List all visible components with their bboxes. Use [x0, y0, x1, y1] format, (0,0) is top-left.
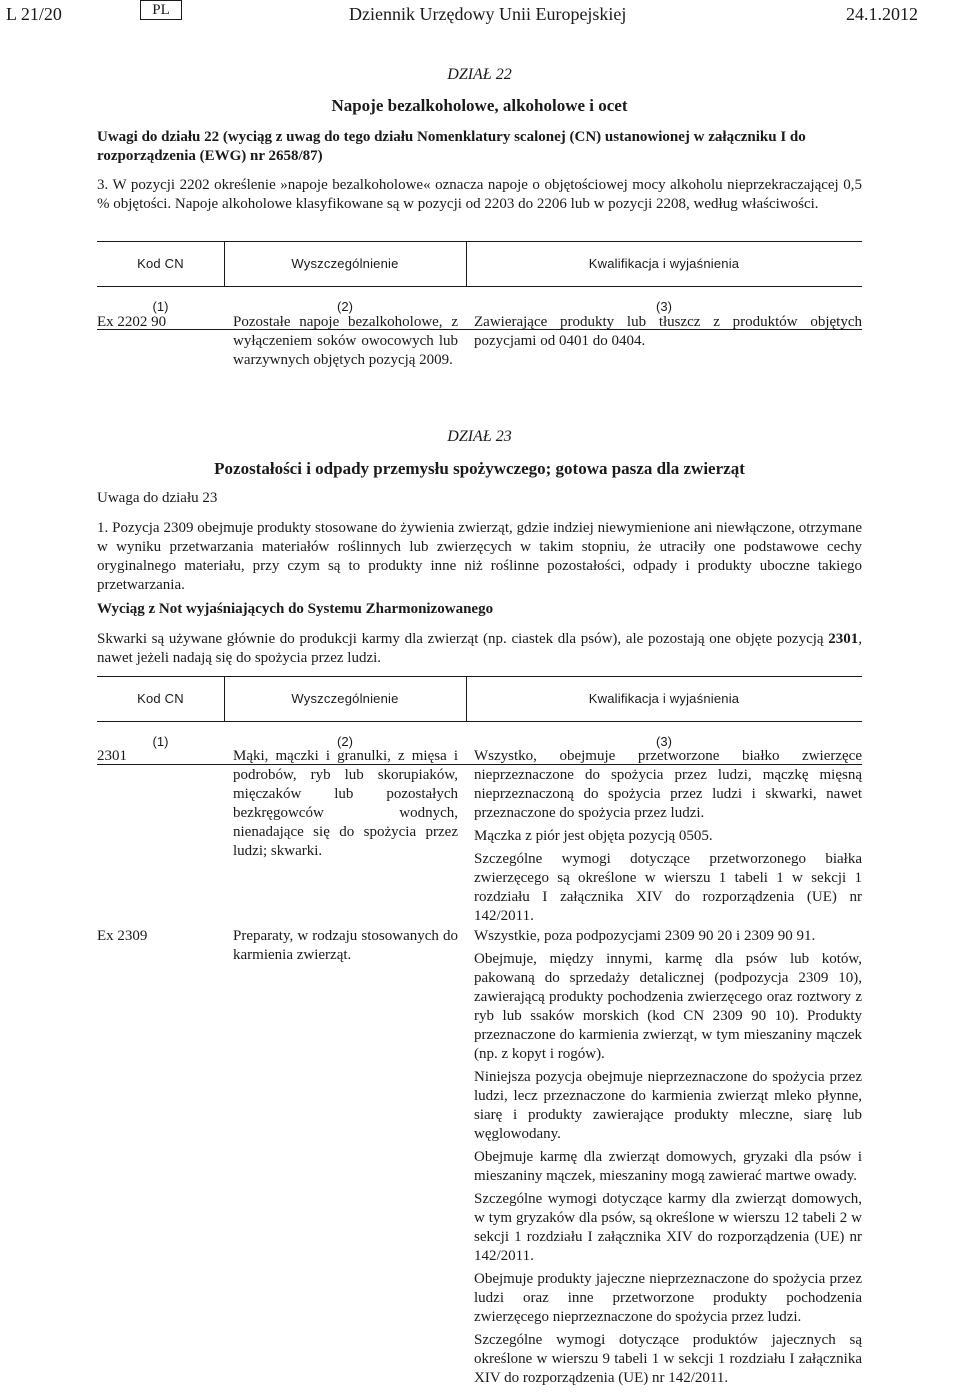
column-number: (3): [656, 299, 672, 314]
notes-intro: Uwagi do działu 22 (wyciąg z uwag do tego działu Nomenklatury scalonej (CN) ustanowionej w załączniku I do rozporządzenia (EWG) nr 2658/87): [97, 129, 806, 164]
column-header: Kod CN: [137, 256, 184, 271]
explanation-paragraph: Zawierające produkty lub tłuszcz z produktów objętych pozycjami od 0401 do 0404.: [474, 314, 862, 349]
column-header: Kod CN: [137, 691, 184, 706]
hs-text: [97, 630, 862, 668]
explanation: [474, 747, 862, 930]
note-1: 1. Pozycja 2309 obejmuje produkty stosowane do żywienia zwierząt, gdzie indziej niewymienione ani niewłączone, otrzymane w wyniku przetwarzania materiałów roślinnych lub zwierzęcych w takim stopniu, że utraciły one podstawowe cechy oryginalnego materiału, przy czym są to produkty inne niż roślinne pozostałości, odpady i produkty uboczne takiego przetwarzania.: [97, 520, 862, 593]
description: Preparaty, w rodzaju stosowanych do karmienia zwierząt.: [233, 928, 458, 963]
explanation-paragraph: Szczególne wymogi dotyczące produktów jajecznych są określone w wierszu 9 tabeli 1 w sekcji 1 rozdziału I załącznika XIV do rozporządzenia (UE) nr 142/2011.: [474, 1332, 862, 1386]
explanation: [474, 927, 862, 1392]
column-number: (2): [337, 299, 353, 314]
section-title: Napoje bezalkoholowe, alkoholowe i ocet: [331, 96, 628, 115]
column-number: (2): [337, 734, 353, 749]
publication-date: 24.1.2012: [846, 4, 918, 24]
note-3: 3. W pozycji 2202 określenie »napoje bezalkoholowe« oznacza napoje o objętościowej mocy alkoholu nieprzekraczającej 0,5 % objętości. Napoje alkoholowe klasyfikowane są w pozycji od 2203 do 2206 lub w pozycji 2208, według właściwości.: [97, 177, 862, 212]
language-badge: PL: [140, 0, 182, 20]
cn-code: 2301: [97, 748, 127, 764]
cn-code: Ex 2309: [97, 928, 148, 944]
column-header: Wyszczególnienie: [291, 256, 399, 271]
page-number: L 21/20: [6, 4, 62, 24]
hs-text-part: Skwarki są używane głównie do produkcji karmy dla zwierząt (np. ciastek dla psów), ale pozostają one objęte pozycją: [97, 631, 829, 647]
classification-table-23: [97, 676, 862, 1386]
classification-table-22: [97, 241, 862, 401]
column-number: (1): [152, 734, 169, 749]
hs-text-part: , nawet jeżeli nadają się do spożycia przez ludzi.: [97, 631, 862, 666]
table-header-row: [97, 676, 862, 722]
explanation-paragraph: Mączka z piór jest objęta pozycją 0505.: [474, 828, 713, 844]
explanation-paragraph: Szczególne wymogi dotyczące przetworzonego białka zwierzęcego są określone w wierszu 1 tabeli 1 w sekcji 1 rozdziału I załącznika XIV do rozporządzenia (UE) nr 142/2011.: [474, 851, 862, 924]
column-number: (3): [656, 734, 672, 749]
journal-title: Dziennik Urzędowy Unii Europejskiej: [349, 4, 627, 24]
section-title: Pozostałości i odpady przemysłu spożywczego; gotowa pasza dla zwierząt: [214, 459, 745, 478]
explanation-paragraph: Niniejsza pozycja obejmuje nieprzeznaczone do spożycia przez ludzi, lecz przeznaczone do karmienia zwierząt mleko płynne, siarę i produkty zawierające produkty mleczne, siarę lub węglowodany.: [474, 1069, 862, 1142]
column-header: Kwalifikacja i wyjaśnienia: [588, 691, 740, 706]
explanation-paragraph: Obejmuje produkty jajeczne nieprzeznaczone do spożycia przez ludzi oraz inne przetworzone produkty pochodzenia zwierzęcego nieprzeznaczone do spożycia przez ludzi.: [474, 1271, 862, 1325]
explanation-paragraph: Obejmuje, między innymi, karmę dla psów lub kotów, pakowaną do sprzedaży detalicznej (podpozycja 2309 10), zawierającą produkty pochodzenia zwierzęcego oraz roztwory z ryb lub ssaków morskich (kod CN 2309 90 10). Produkty przeznaczone do karmienia zwierząt, w tym mieszaniny mączek (np. z kopyt i rogów).: [474, 951, 862, 1062]
explanation: [474, 313, 862, 355]
description: Pozostałe napoje bezalkoholowe, z wyłączeniem soków owocowych lub warzywnych objętych pozycją 2009.: [233, 314, 458, 368]
explanation-paragraph: Szczególne wymogi dotyczące karmy dla zwierząt domowych, w tym gryzaków dla psów, są określone w wierszu 12 tabeli 2 w sekcji 1 rozdziału I załącznika XIV do rozporządzenia (UE) nr 142/2011.: [474, 1191, 862, 1264]
column-header: Wyszczególnienie: [291, 691, 399, 706]
cn-code: Ex 2202 90: [97, 314, 167, 330]
explanation-paragraph: Obejmuje karmę dla zwierząt domowych, gryzaki dla psów i mieszaniny mączek, mieszaniny mogą zawierać martwe owady.: [474, 1149, 862, 1184]
note-heading: Uwaga do działu 23: [97, 490, 218, 506]
section-label: DZIAŁ 23: [447, 428, 512, 445]
page-header: [0, 0, 960, 30]
table-header-row: [97, 241, 862, 287]
description: Mąki, mączki i granulki, z mięsa i podrobów, ryb lub skorupiaków, mięczaków lub pozostałych bezkręgowców wodnych, nienadające się do spożycia przez ludzi; skwarki.: [233, 748, 458, 859]
hs-heading: Wyciąg z Not wyjaśniających do Systemu Zharmonizowanego: [97, 601, 494, 617]
section-label: DZIAŁ 22: [447, 66, 512, 83]
explanation-paragraph: Wszystko, obejmuje przetworzone białko zwierzęce nieprzeznaczone do spożycia przez ludzi, mączkę mięsną nieprzeznaczoną do spożycia przez ludzi i skwarki, nawet przeznaczone do spożycia przez ludzi.: [474, 748, 862, 821]
hs-text-code: 2301: [828, 631, 859, 647]
column-header: Kwalifikacja i wyjaśnienia: [588, 256, 740, 271]
explanation-paragraph: Wszystkie, poza podpozycjami 2309 90 20 i 2309 90 91.: [474, 928, 816, 944]
column-number: (1): [152, 299, 169, 314]
